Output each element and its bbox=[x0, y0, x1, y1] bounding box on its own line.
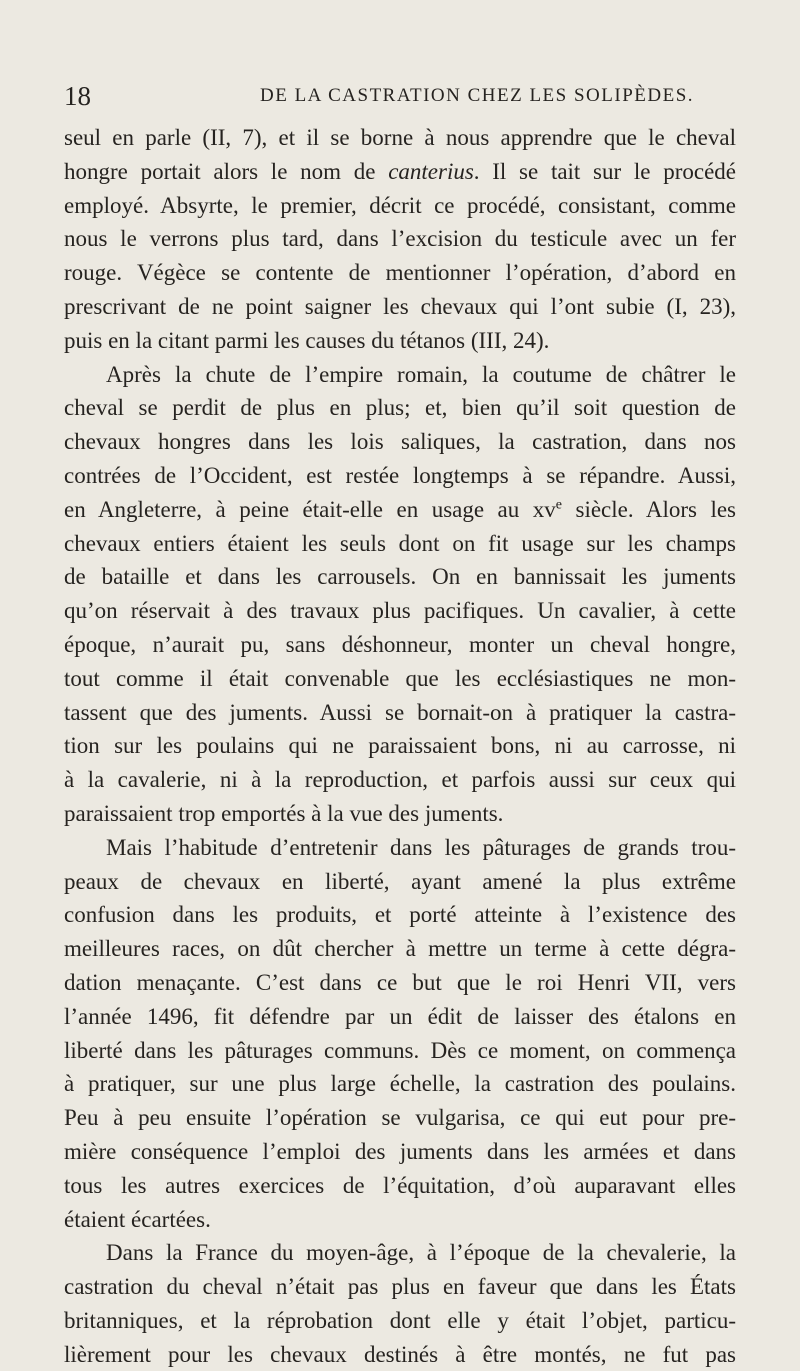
text-line: étaient écartées. bbox=[64, 1206, 211, 1232]
running-header bbox=[64, 80, 736, 112]
text-line: tion sur les poulains qui ne paraissaient bons, ni au carrosse, ni bbox=[64, 733, 736, 759]
text-line: en Angleterre, à peine était-elle en usage au $xv^e$ siècle. Alors les bbox=[64, 496, 736, 522]
text-line: Dans la France du moyen-âge, à l’époque de la chevalerie, la bbox=[106, 1240, 736, 1266]
body-text bbox=[64, 121, 736, 1371]
text-line: tout comme il était convenable que les ecclésiastiques ne mon- bbox=[64, 665, 736, 691]
text-line: lièrement pour les chevaux destinés à être montés, ne fut pas bbox=[64, 1341, 736, 1367]
text-line: castration du cheval n’était pas plus en faveur que dans les États bbox=[64, 1274, 736, 1300]
text-line: cheval se perdit de plus en plus; et, bien qu’il soit question de bbox=[64, 395, 736, 421]
text-line: Mais l’habitude d’entretenir dans les pâturages de grands trou- bbox=[106, 834, 736, 860]
text-line: employé. Absyrte, le premier, décrit ce procédé, consistant, comme bbox=[64, 192, 736, 218]
text-line: tassent que des juments. Aussi se bornait-on à pratiquer la castra- bbox=[64, 699, 736, 725]
text-line: Après la chute de l’empire romain, la coutume de châtrer le bbox=[106, 361, 736, 387]
text-line: à la cavalerie, ni à la reproduction, et parfois aussi sur ceux qui bbox=[64, 767, 736, 793]
text-line: Peu à peu ensuite l’opération se vulgarisa, ce qui eut pour pre- bbox=[64, 1105, 736, 1131]
text-line: puis en la citant parmi les causes du tétanos (III, 24). bbox=[64, 327, 550, 353]
text-line: chevaux entiers étaient les seuls dont on fit usage sur les champs bbox=[64, 530, 736, 556]
text-line: peaux de chevaux en liberté, ayant amené la plus extrême bbox=[64, 868, 736, 894]
text-line: époque, n’aurait pu, sans déshonneur, monter un cheval hongre, bbox=[64, 631, 736, 657]
text-line: liberté dans les pâturages communs. Dès ce moment, on commença bbox=[64, 1037, 736, 1063]
text-line: de bataille et dans les carrousels. On en bannissait les juments bbox=[64, 564, 736, 590]
paragraph bbox=[64, 831, 736, 1237]
text-line: britanniques, et la réprobation dont elle y était l’objet, particu- bbox=[64, 1307, 736, 1333]
text-line: qu’on réservait à des travaux plus pacifiques. Un cavalier, à cette bbox=[64, 598, 736, 624]
paragraph bbox=[64, 358, 736, 831]
text-line: rouge. Végèce se contente de mentionner l’opération, d’abord en bbox=[64, 260, 736, 286]
text-line: tous les autres exercices de l’équitation, d’où auparavant elles bbox=[64, 1172, 736, 1198]
text-line: contrées de l’Occident, est restée longtemps à se répandre. Aussi, bbox=[64, 462, 736, 488]
text-line: mière conséquence l’emploi des juments dans les armées et dans bbox=[64, 1138, 736, 1164]
text-line: nous le verrons plus tard, dans l’excision du testicule avec un fer bbox=[64, 226, 736, 252]
paragraph bbox=[64, 121, 736, 358]
text-line: prescrivant de ne point saigner les chevaux qui l’ont subie (I, 23), bbox=[64, 293, 736, 319]
text-line: l’année 1496, fit défendre par un édit de laisser des étalons en bbox=[64, 1003, 736, 1029]
text-line: hongre portait alors le nom de canterius. Il se tait sur le procédé bbox=[64, 158, 736, 184]
text-line: confusion dans les produits, et porté atteinte à l’existence des bbox=[64, 902, 736, 928]
paragraph bbox=[64, 1236, 736, 1371]
text-line: meilleures races, on dût chercher à mettre un terme à cette dégra- bbox=[64, 936, 736, 962]
text-line: dation menaçante. C’est dans ce but que le roi Henri VII, vers bbox=[64, 969, 736, 995]
text-line: paraissaient trop emportés à la vue des juments. bbox=[64, 800, 504, 826]
text-line: seul en parle (II, 7), et il se borne à nous apprendre que le cheval bbox=[64, 125, 736, 150]
text-line: chevaux hongres dans les lois saliques, la castration, dans nos bbox=[64, 429, 736, 455]
running-title: DE LA CASTRATION CHEZ LES SOLIPÈDES. bbox=[260, 85, 695, 106]
page-number: 18 bbox=[64, 81, 91, 111]
text-line: à pratiquer, sur une plus large échelle, la castration des poulains. bbox=[64, 1071, 736, 1097]
